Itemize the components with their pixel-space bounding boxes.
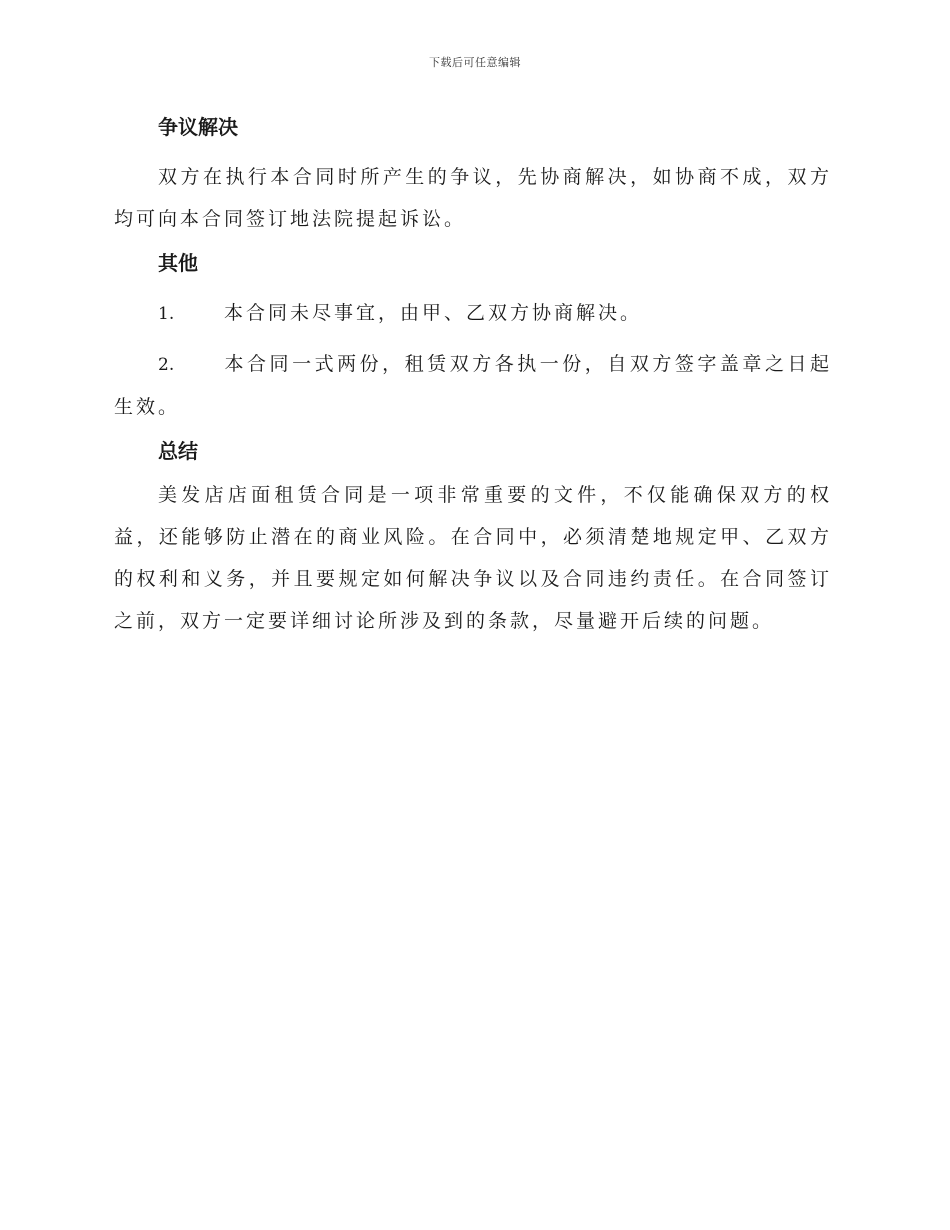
list-item-number: 1. [158, 304, 175, 324]
section-heading-other: 其他 [158, 251, 198, 275]
list-item [114, 343, 832, 428]
summary-paragraph: 美发店店面租赁合同是一项非常重要的文件，不仅能确保双方的权益，还能够防止潜在的商业风险。在合同中，必须清楚地规定甲、乙双方的权利和义务，并且要规定如何解决争议以及合同违约责任。在合同签订之前，双方一定要详细讨论所涉及到的条款，尽量避开后续的问题。 [114, 484, 832, 632]
dispute-paragraph: 双方在执行本合同时所产生的争议，先协商解决，如协商不成，双方均可向本合同签订地法院提起诉讼。 [114, 166, 832, 230]
page-header: 下载后可任意编辑 [429, 56, 521, 69]
document-body [114, 112, 832, 642]
list-item [114, 292, 832, 335]
section-heading-dispute: 争议解决 [158, 115, 238, 139]
section-heading-summary: 总结 [158, 439, 198, 463]
list-item-text: 本合同一式两份，租赁双方各执一份，自双方签字盖章之日起生效。 [114, 353, 832, 418]
list-item-text: 本合同未尽事宜，由甲、乙双方协商解决。 [224, 302, 643, 324]
list-item-number: 2. [158, 355, 175, 375]
